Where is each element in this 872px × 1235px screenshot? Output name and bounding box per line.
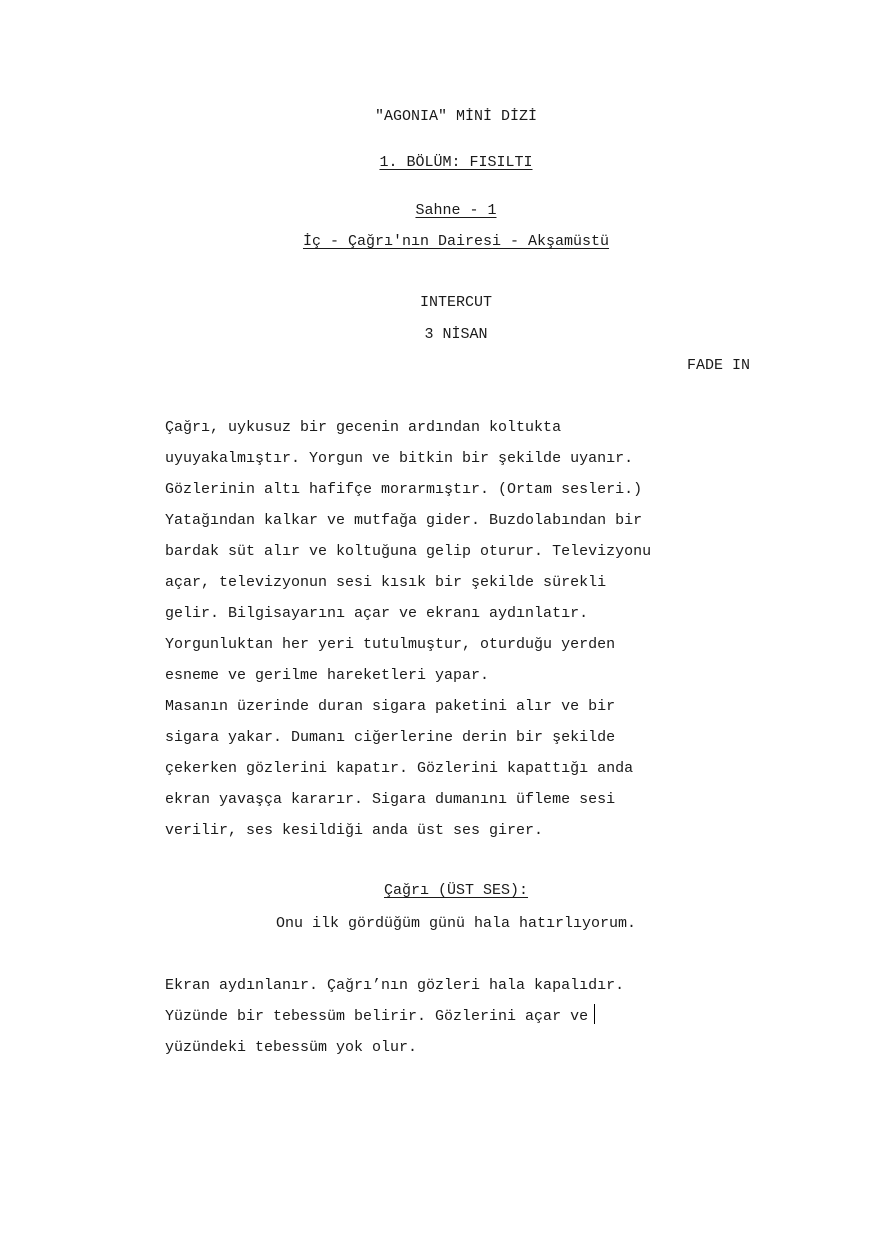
intercut-label: INTERCUT <box>419 294 492 311</box>
action-line: bardak süt alır ve koltuğuna gelip oturur. Televizyonu <box>165 543 652 560</box>
action-line-text: Ekran aydınlanır. Çağrı’nın gözleri hala kapalıdır. <box>165 977 625 994</box>
text-cursor <box>594 1004 595 1024</box>
action-line: verilir, ses kesildiği anda üst ses girer. <box>165 822 544 839</box>
action-line <box>165 1032 765 1063</box>
dialogue-line: Onu ilk gördüğüm günü hala hatırlıyorum. <box>275 915 637 932</box>
action-line <box>165 970 765 1001</box>
character-name: Çağrı (ÜST SES): <box>383 882 529 899</box>
action-line-text: Yüzünde bir tebessüm belirir. Gözlerini açar ve <box>165 1008 589 1025</box>
episode-title: 1. BÖLÜM: FISILTI <box>379 154 533 171</box>
action-block-1 <box>165 412 765 846</box>
action-line <box>165 1001 765 1032</box>
date-label: 3 NİSAN <box>424 326 488 343</box>
action-line: gelir. Bilgisayarını açar ve ekranı aydınlatır. <box>165 605 589 622</box>
action-line: Yorgunluktan her yeri tutulmuştur, oturduğu yerden <box>165 636 616 653</box>
series-title: "AGONIA" MİNİ DİZİ <box>374 108 538 125</box>
action-block-2 <box>165 970 765 1063</box>
action-line: Masanın üzerinde duran sigara paketini alır ve bir <box>165 698 616 715</box>
scene-heading: İç - Çağrı'nın Dairesi - Akşamüstü <box>302 233 610 250</box>
action-line-text: yüzündeki tebessüm yok olur. <box>165 1039 418 1056</box>
action-line: Yatağından kalkar ve mutfağa gider. Buzdolabından bir <box>165 512 643 529</box>
action-line: Çağrı, uykusuz bir gecenin ardından koltukta <box>165 419 562 436</box>
action-line: esneme ve gerilme hareketleri yapar. <box>165 667 490 684</box>
action-line: çekerken gözlerini kapatır. Gözlerini kapattığı anda <box>165 760 634 777</box>
action-line: sigara yakar. Dumanı ciğerlerine derin bir şekilde <box>165 729 616 746</box>
scene-number: Sahne - 1 <box>415 202 497 219</box>
action-line: Gözlerinin altı hafifçe morarmıştır. (Ortam sesleri.) <box>165 481 643 498</box>
transition-label: FADE IN <box>686 357 750 374</box>
action-line: açar, televizyonun sesi kısık bir şekilde sürekli <box>165 574 607 591</box>
action-line: uyuyakalmıştır. Yorgun ve bitkin bir şekilde uyanır. <box>165 450 634 467</box>
action-line: ekran yavaşça kararır. Sigara dumanını üfleme sesi <box>165 791 616 808</box>
